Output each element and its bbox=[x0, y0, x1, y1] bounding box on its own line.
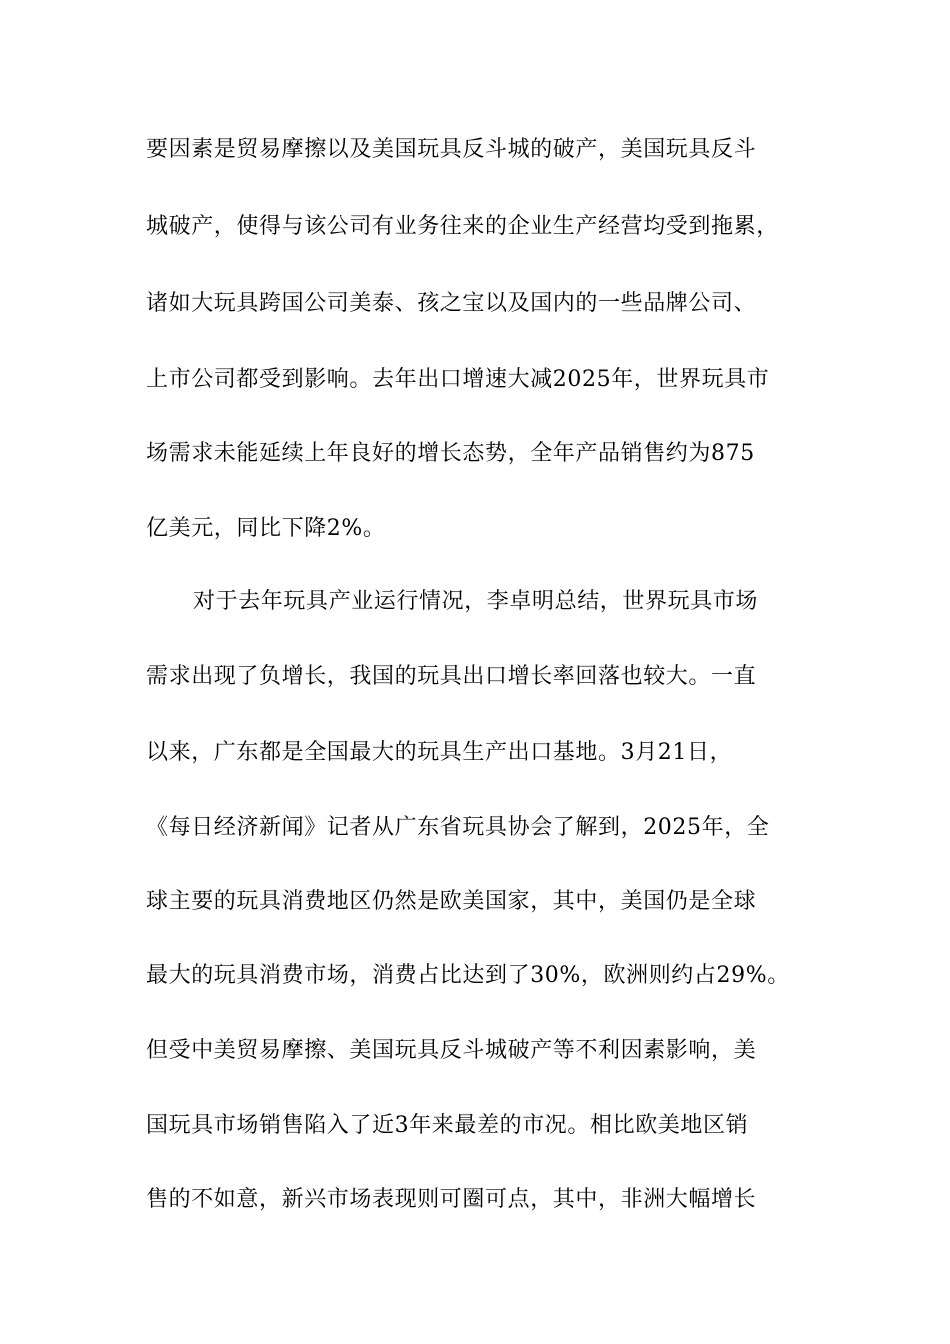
text-line: 但受中美贸易摩擦、美国玩具反斗城破产等不利因素影响，美 bbox=[146, 1038, 757, 1063]
text-line: 《每日经济新闻》记者从广东省玩具协会了解到，2025年，全 bbox=[146, 815, 770, 840]
text-line: 需求出现了负增长，我国的玩具出口增长率回落也较大。一直 bbox=[146, 664, 757, 689]
text-line: 最大的玩具消费市场，消费占比达到了30%，欧洲则约占29%。 bbox=[146, 963, 790, 988]
text-line: 诸如大玩具跨国公司美泰、孩之宝以及国内的一些品牌公司、 bbox=[146, 291, 757, 316]
text-line: 售的不如意，新兴市场表现则可圈可点，其中，非洲大幅增长 bbox=[146, 1187, 757, 1212]
text-line: 要因素是贸易摩擦以及美国玩具反斗城的破产，美国玩具反斗 bbox=[146, 137, 757, 162]
text-line: 上市公司都受到影响。去年出口增速大减2025年，世界玩具市 bbox=[146, 367, 770, 392]
text-line: 球主要的玩具消费地区仍然是欧美国家，其中，美国仍是全球 bbox=[146, 889, 757, 914]
text-line: 城破产，使得与该公司有业务往来的企业生产经营均受到拖累， bbox=[146, 214, 779, 239]
text-line: 亿美元，同比下降2%。 bbox=[146, 516, 386, 541]
text-line: 以来，广东都是全国最大的玩具生产出口基地。3月21日， bbox=[146, 740, 733, 765]
text-line: 场需求未能延续上年良好的增长态势，全年产品销售约为875 bbox=[146, 441, 755, 466]
paragraph-first-line: 对于去年玩具产业运行情况，李卓明总结，世界玩具市场 bbox=[193, 589, 759, 614]
text-line: 国玩具市场销售陷入了近3年来最差的市况。相比欧美地区销 bbox=[146, 1113, 749, 1138]
